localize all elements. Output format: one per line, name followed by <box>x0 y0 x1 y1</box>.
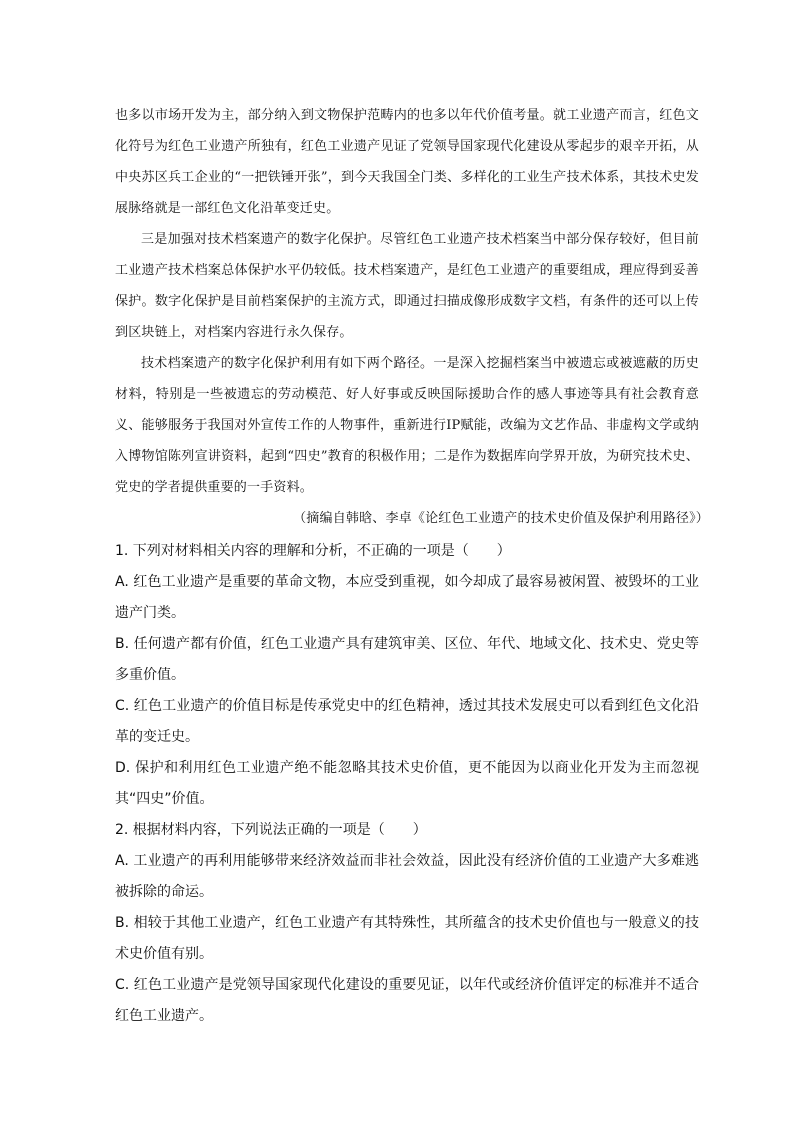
reading-passage <box>115 100 709 534</box>
passage-paragraph-2: 三是加强对技术档案遗产的数字化保护。尽管红色工业遗产技术档案当中部分保存较好，但目前工业遗产技术档案总体保护水平仍较低。技术档案遗产，是红色工业遗产的重要组成，理应得到妥善保护。数字化保护是目前档案保护的主流方式，即通过扫描成像形成数字文档，有条件的还可以上传到区块链上，对档案内容进行永久保存。 <box>115 232 699 340</box>
passage-paragraph-1: 也多以市场开发为主，部分纳入到文物保护范畴内的也多以年代价值考量。就工业遗产而言，红色文化符号为红色工业遗产所独有，红色工业遗产见证了党领导国家现代化建设从零起步的艰辛开拓，从中央苏区兵工企业的“一把铁锤开张”，到今天我国全门类、多样化的工业生产技术体系，其技术史发展脉络就是一部红色文化沿革变迁史。 <box>115 108 699 216</box>
question-option-b: B. 任何遗产都有价值，红色工业遗产具有建筑审美、区位、年代、地域文化、技术史、党史等多重价值。 <box>115 636 699 683</box>
question-1 <box>115 536 699 815</box>
question-option-a: A. 红色工业遗产是重要的革命文物，本应受到重视，如今却成了最容易被闲置、被毁坏的工业遗产门类。 <box>115 574 699 621</box>
question-2 <box>115 815 699 1032</box>
question-option-c: C. 红色工业遗产是党领导国家现代化建设的重要见证，以年代或经济价值评定的标准并不适合红色工业遗产。 <box>115 977 699 1024</box>
question-stem: 1. 下列对材料相关内容的理解和分析，不正确的一项是（ ） <box>115 543 511 559</box>
question-list <box>115 536 699 1032</box>
question-option-a: A. 工业遗产的再利用能够带来经济效益而非社会效益，因此没有经济价值的工业遗产大多难逃被拆除的命运。 <box>115 853 699 900</box>
passage-source: （摘编自韩晗、李卓《论红色工业遗产的技术史价值及保护利用路径》） <box>293 511 709 526</box>
document-page <box>115 100 709 1032</box>
question-stem: 2. 根据材料内容，下列说法正确的一项是（ ） <box>115 822 427 838</box>
question-option-b: B. 相较于其他工业遗产，红色工业遗产有其特殊性，其所蕴含的技术史价值也与一般意义的技术史价值有别。 <box>115 915 699 962</box>
question-option-c: C. 红色工业遗产的价值目标是传承党史中的红色精神，透过其技术发展史可以看到红色文化沿革的变迁史。 <box>115 698 699 745</box>
passage-paragraph-3: 技术档案遗产的数字化保护利用有如下两个路径。一是深入挖掘档案当中被遗忘或被遮蔽的历史材料，特别是一些被遗忘的劳动模范、好人好事或反映国际援助合作的感人事迹等具有社会教育意义、能够服务于我国对外宣传工作的人物事件，重新进行IP赋能，改编为文艺作品、非虚构文学或纳入博物馆陈列宣讲资料，起到“四史”教育的积极作用；二是作为数据库向学界开放，为研究技术史、党史的学者提供重要的一手资料。 <box>115 356 699 495</box>
question-option-d: D. 保护和利用红色工业遗产绝不能忽略其技术史价值，更不能因为以商业化开发为主而忽视其“四史”价值。 <box>115 760 699 807</box>
